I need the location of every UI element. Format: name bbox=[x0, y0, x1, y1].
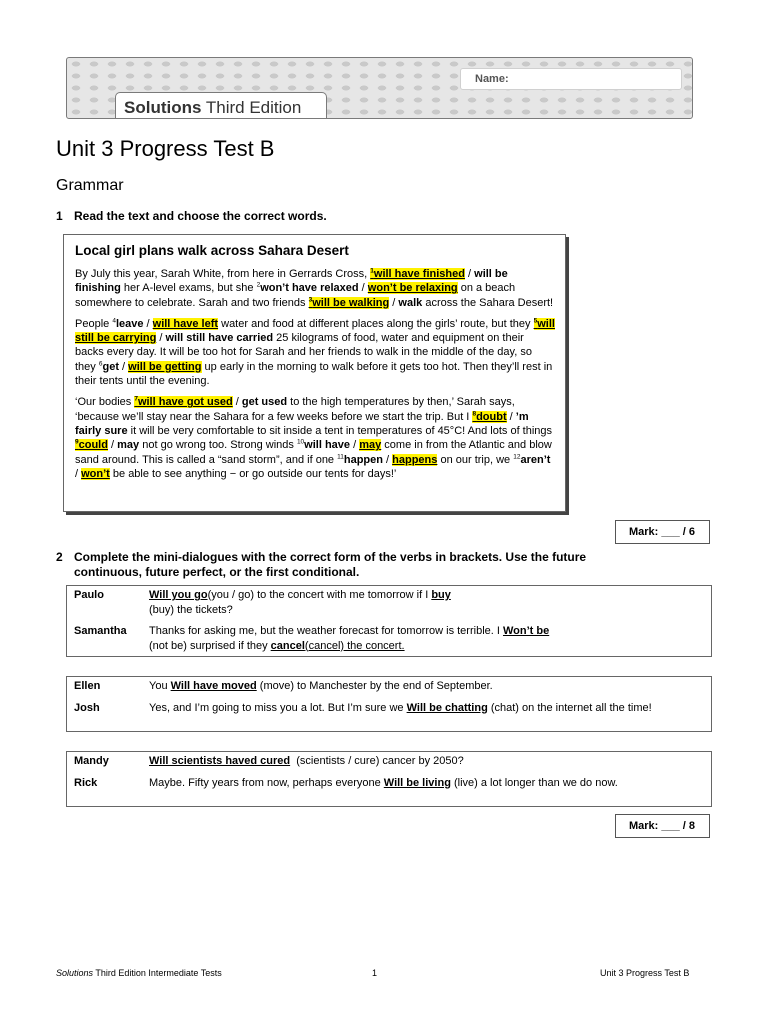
speaker-name: Samantha bbox=[74, 625, 127, 637]
gap-6-option[interactable]: get bbox=[102, 360, 119, 373]
footer-right: Unit 3 Progress Test B bbox=[600, 968, 690, 978]
brand-tab bbox=[115, 92, 327, 119]
dialogue-line bbox=[67, 679, 711, 694]
reading-text-box bbox=[63, 234, 566, 512]
question-2-number: 2 bbox=[56, 550, 63, 564]
gap-7-option[interactable]: get used bbox=[241, 396, 288, 409]
article-heading: Local girl plans walk across Sahara Desert bbox=[75, 243, 349, 258]
dialogue-line bbox=[67, 701, 711, 716]
answer-field[interactable]: Will be chatting bbox=[406, 701, 488, 714]
dialogue-text: Thanks for asking me, but the weather forecast for tomorrow is terrible. I Won’t be (not be) surprised if they cancel(cancel) the concert. bbox=[149, 625, 550, 652]
answer-field[interactable]: Won’t be bbox=[502, 625, 550, 637]
speaker-name: Josh bbox=[74, 701, 100, 714]
gap-3-answer[interactable]: will be walking bbox=[312, 296, 390, 309]
gap-12-option[interactable]: aren’t bbox=[520, 453, 551, 466]
gap-9-answer[interactable]: could bbox=[78, 439, 108, 452]
gap-10-answer[interactable]: may bbox=[359, 439, 382, 452]
question-1-number: 1 bbox=[56, 209, 63, 223]
gap-4-answer[interactable]: will have left bbox=[152, 317, 219, 330]
question-1-instruction: Read the text and choose the correct words. bbox=[74, 209, 327, 223]
answer-field[interactable]: Will be living bbox=[383, 776, 451, 789]
dialogue-text: You Will have moved (move) to Manchester by the end of September. bbox=[149, 680, 493, 692]
page-number: 1 bbox=[372, 968, 378, 978]
gap-7-answer[interactable]: will have got used bbox=[137, 396, 233, 409]
gap-2-option[interactable]: won’t have relaxed bbox=[260, 282, 359, 295]
gap-8-answer[interactable]: doubt bbox=[476, 410, 507, 423]
gap-12-answer[interactable]: won’t bbox=[81, 467, 110, 480]
speaker-name: Mandy bbox=[74, 755, 109, 767]
name-label: Name: bbox=[475, 73, 509, 85]
article-paragraph-1: By July this year, Sarah White, from here in Gerrards Cross, $^1$will have finished / will be finishing her A-level exams, but she $^2$won’t have relaxed / won’t be relaxing on a beach somewhere to celebrate. Sarah and two friends $^3$will be walking / walk across the Sahara Desert! bbox=[75, 267, 554, 309]
speaker-name: Paulo bbox=[74, 589, 104, 601]
dialogue-box-2 bbox=[66, 676, 712, 732]
footer-left: Solutions Third Edition Intermediate Tests bbox=[56, 968, 222, 978]
gap-5-answer[interactable]: will still be carrying bbox=[75, 317, 555, 345]
gap-3-option[interactable]: walk bbox=[398, 296, 423, 309]
answer-field[interactable]: cancel bbox=[270, 639, 305, 652]
gap-4-option[interactable]: leave bbox=[115, 317, 144, 330]
speaker-name: Ellen bbox=[74, 680, 101, 692]
page-title: Unit 3 Progress Test B bbox=[56, 136, 275, 161]
gap-11-option[interactable]: happen bbox=[343, 453, 383, 466]
gap-5-option[interactable]: will still have carried bbox=[165, 332, 274, 345]
dialogue-line bbox=[67, 754, 711, 769]
question-2-instruction: Complete the mini-dialogues with the correct form of the verbs in brackets. Use the future continuous, future perfect, or the first conditional. bbox=[74, 550, 587, 579]
gap-8-option[interactable]: ’m fairly sure bbox=[75, 410, 529, 437]
dialogue-line bbox=[67, 588, 711, 617]
gap-6-answer[interactable]: will be getting bbox=[128, 360, 202, 373]
answer-field[interactable]: Will have moved bbox=[170, 680, 257, 692]
answer-field[interactable]: buy bbox=[431, 589, 451, 601]
dialogue-text: Maybe. Fifty years from now, perhaps everyone Will be living (live) a lot longer than we do now. bbox=[149, 776, 618, 789]
brand-logo: Solutions Third Edition bbox=[124, 98, 302, 117]
dialogue-text: Will scientists haved cured (scientists / cure) cancer by 2050? bbox=[149, 755, 464, 767]
dialogue-box-3 bbox=[66, 751, 712, 807]
gap-1-option[interactable]: will be finishing bbox=[75, 268, 508, 295]
answer-field[interactable]: Will you go bbox=[149, 589, 208, 601]
answer-field[interactable]: Will scientists haved cured bbox=[149, 755, 291, 767]
gap-9-option[interactable]: may bbox=[117, 439, 140, 452]
gap-11-answer[interactable]: happens bbox=[392, 453, 438, 466]
name-field[interactable] bbox=[460, 68, 682, 90]
question-1-mark: Mark: ___ / 6 bbox=[615, 520, 710, 544]
gap-2-answer[interactable]: won’t be relaxing bbox=[367, 282, 458, 295]
section-title: Grammar bbox=[56, 177, 124, 194]
dialogue-text: Will you go(you / go) to the concert with me tomorrow if I buy (buy) the tickets? bbox=[149, 589, 451, 616]
dialogue-line bbox=[67, 776, 711, 791]
gap-10-option[interactable]: will have bbox=[304, 439, 351, 452]
gap-1-answer[interactable]: will have finished bbox=[373, 268, 465, 280]
question-2-mark: Mark: ___ / 8 bbox=[615, 814, 710, 838]
speaker-name: Rick bbox=[74, 776, 98, 789]
article-paragraph-3: ‘Our bodies $^7$will have got used / get used to the high temperatures by then,’ Sarah says, ‘because we’ll stay near the Sahara for a few weeks before we start the trip. But I $^8$doubt / ’m fairly sure it will be very comfortable to sit inside a tent in temperatures of 45°C! And lots of things $^9$could / may not go wrong too. Strong winds $^{10}$will have / may come in from the Atlantic and blow sand around. This is called a “sand storm”, and if one $^{11}$happen / happens on our trip, we $^{12}$aren’t / won’t be able to see anything − or go outside our tents for days!’ bbox=[75, 395, 553, 480]
dialogue-line bbox=[67, 624, 711, 653]
dialogue-text: Yes, and I’m going to miss you a lot. But I’m sure we Will be chatting (chat) on the internet all the time! bbox=[149, 701, 652, 714]
article-paragraph-2: People $^4$leave / will have left water and food at different places along the girls’ route, but they $^5$will still be carrying / will still have carried 25 kilograms of food, water and equipment on their backs every day. It will be too hot for Sarah and her friends to walk in the middle of the day, so they $^6$get / will be getting up early in the morning to walk before it gets too hot. Then they’ll rest in their tents until the evening. bbox=[75, 317, 555, 388]
dialogue-box-1 bbox=[66, 585, 712, 657]
header-banner bbox=[66, 57, 693, 119]
